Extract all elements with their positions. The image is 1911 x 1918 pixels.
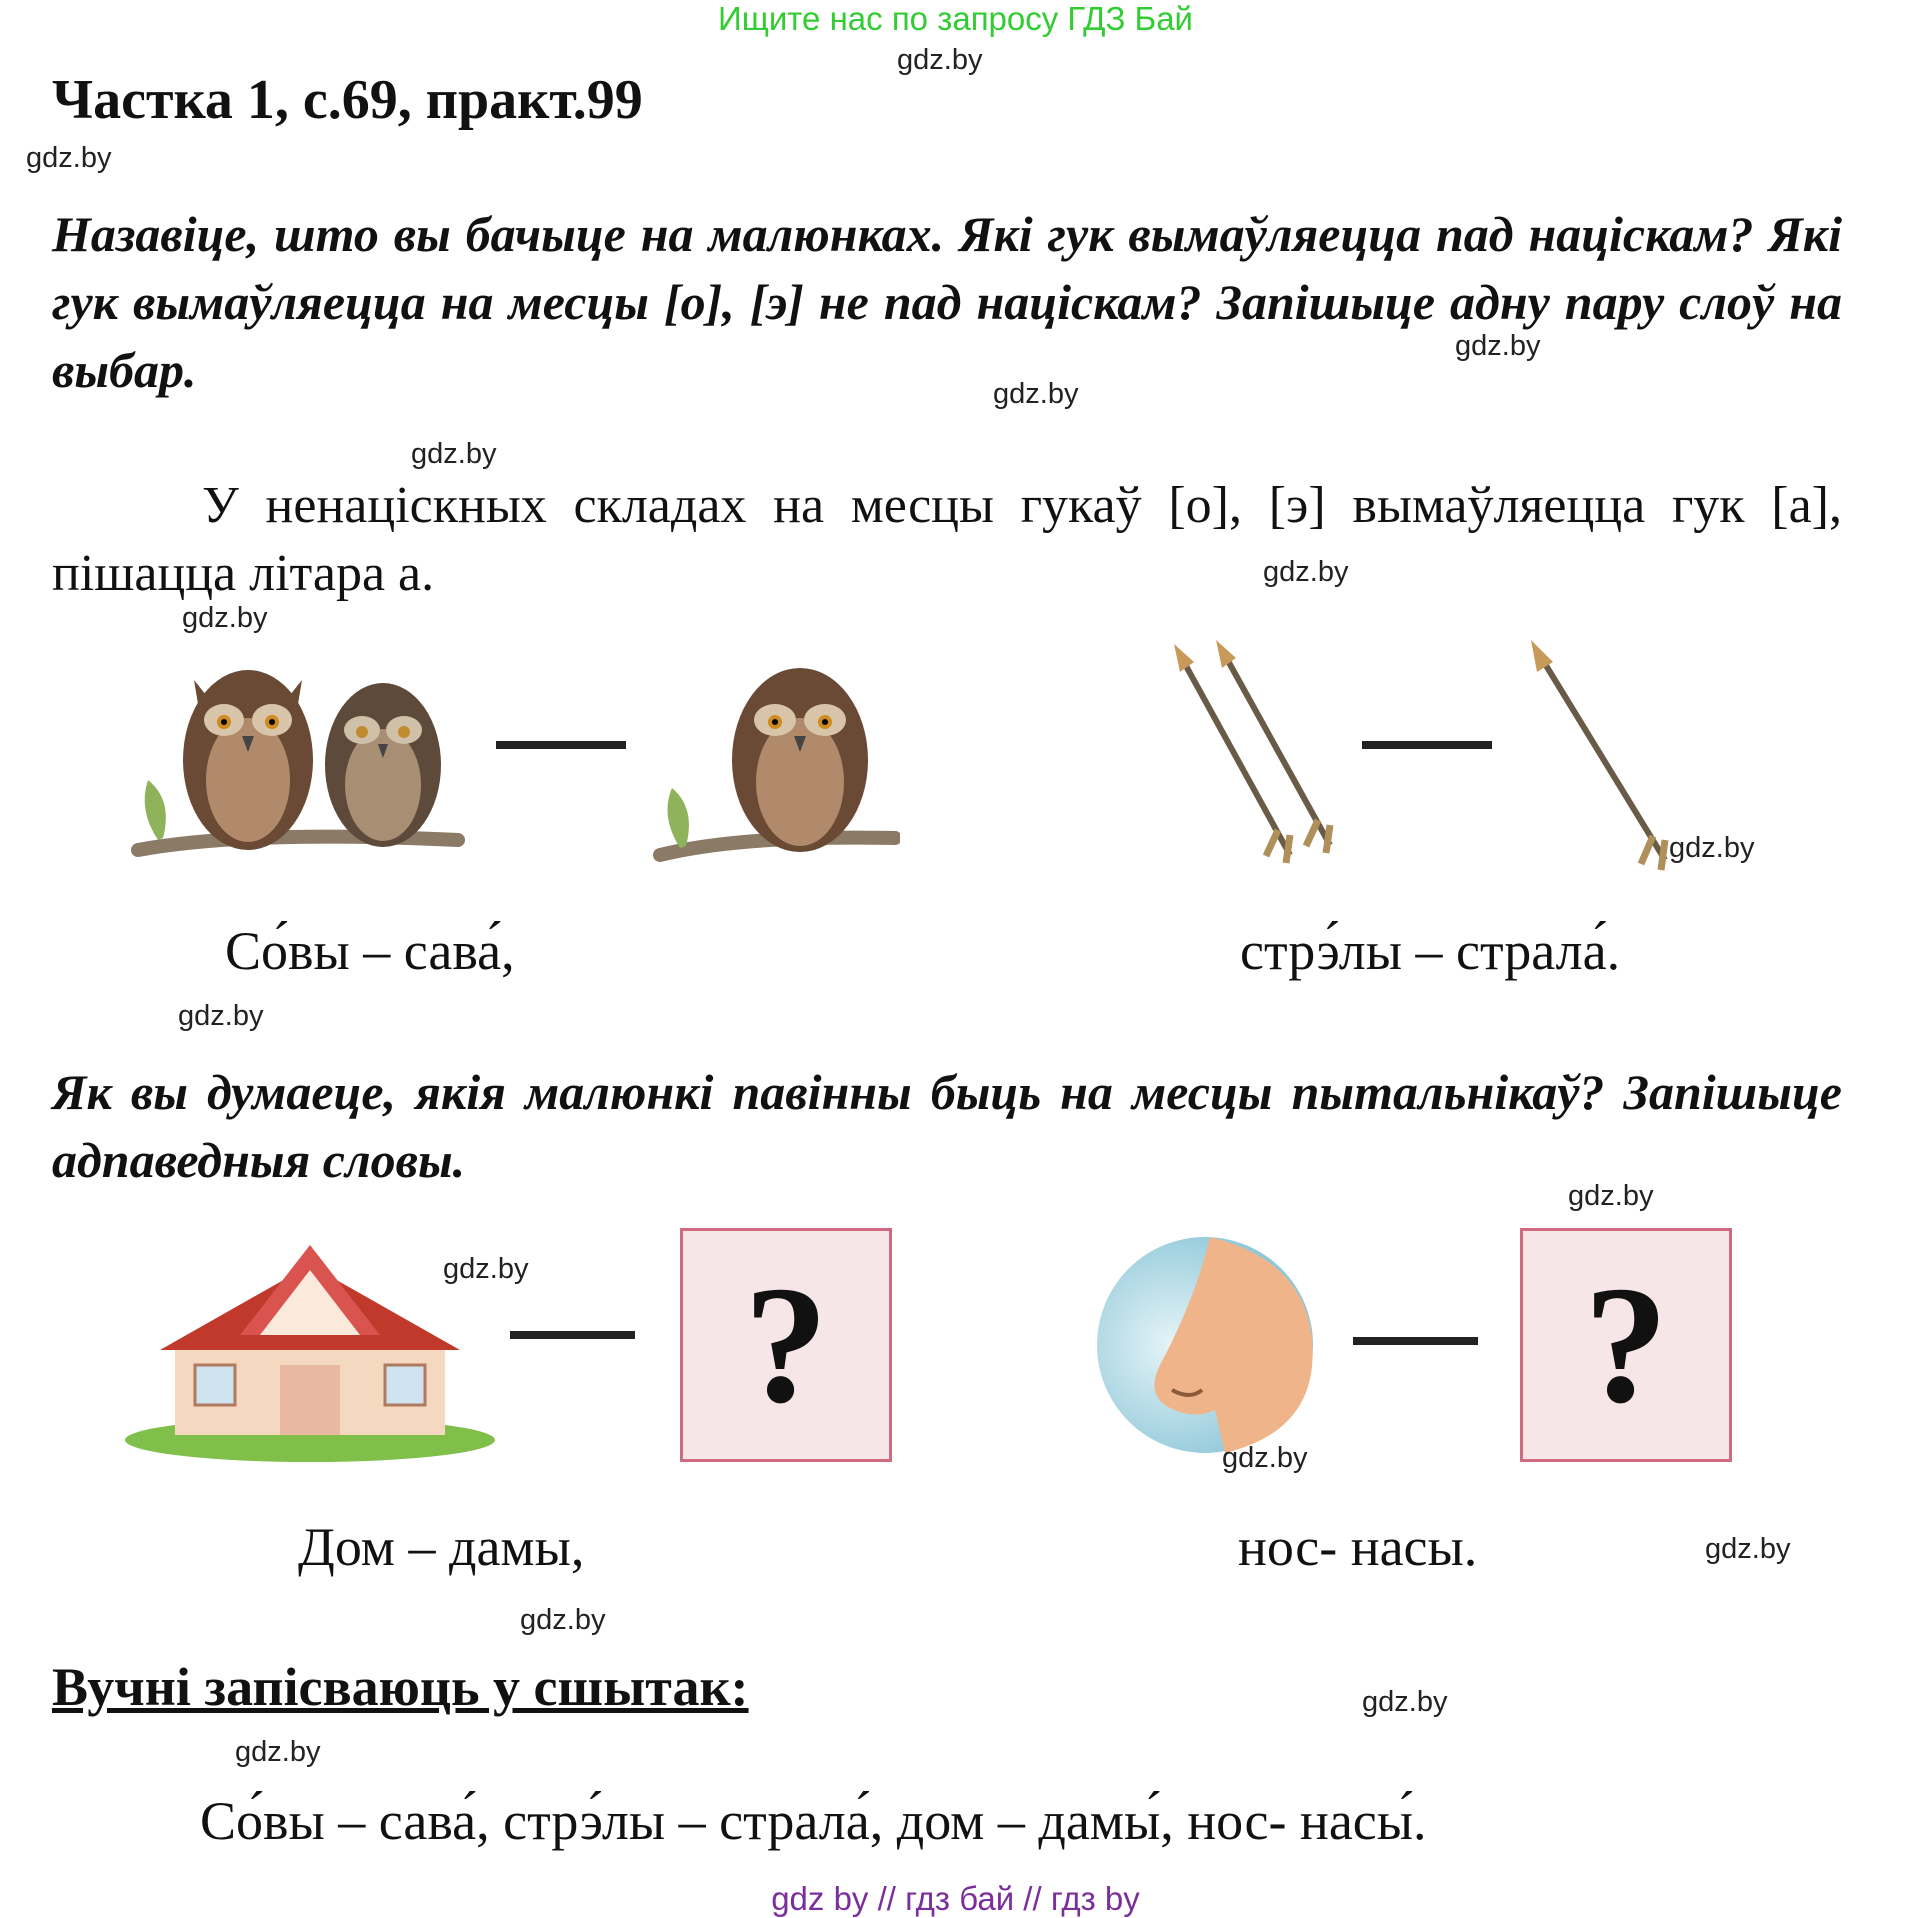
watermark: gdz.by (1362, 1686, 1448, 1718)
answer-line: Со́вы – сава́, стрэ́лы – страла́, дом – дамы́, нос- насы́. (200, 1791, 1427, 1851)
watermark: gdz.by (1263, 556, 1349, 588)
two-owls-picture (128, 640, 468, 890)
nose-picture (1090, 1230, 1320, 1460)
two-arrows-picture (1160, 640, 1360, 880)
watermark: gdz.by (897, 44, 983, 76)
notebook-label: Вучні запісваюць у сшытак: (52, 1657, 749, 1717)
question-box-nose: ? (1520, 1228, 1732, 1462)
watermark: gdz.by (443, 1253, 529, 1285)
pair-house: Дом – дамы, (298, 1517, 585, 1577)
footer-links: gdz by // гдз бай // гдз by (771, 1880, 1140, 1917)
one-owl-picture (650, 640, 900, 890)
watermark: gdz.by (1705, 1533, 1791, 1565)
pair-nose: нос- насы. (1238, 1517, 1478, 1577)
rule-explanation: У ненаціскных складах на месцы гукаў [о], [э] вымаўляецца гук [а], пішацца літара а. (52, 477, 1842, 602)
dash-line (1362, 741, 1492, 749)
task-2-instruction: Як вы думаеце, якія малюнкі павінны быць на месцы пытальнікаў? Запішыце адпаведныя словы. (52, 1064, 1842, 1188)
pair-arrows: стрэ́лы – страла́. (1240, 921, 1621, 981)
task-1-instruction: Назавіце, што вы бачыце на малюнках. Які гук вымаўляецца пад націскам? Які гук вымаўляецца на месцы [о], [э] не пад націскам? Запішыце адну пару слоў на выбар. (52, 206, 1842, 398)
dash-line (1353, 1337, 1478, 1345)
watermark: gdz.by (520, 1604, 606, 1636)
dash-line (496, 741, 626, 749)
watermark: gdz.by (26, 142, 112, 174)
dash-line (510, 1331, 635, 1339)
question-box-house: ? (680, 1228, 892, 1462)
watermark: gdz.by (235, 1736, 321, 1768)
watermark: gdz.by (1222, 1442, 1308, 1474)
watermark: gdz.by (1669, 832, 1755, 864)
watermark: gdz.by (411, 438, 497, 470)
watermark: gdz.by (182, 602, 268, 634)
watermark: gdz.by (993, 378, 1079, 410)
watermark: gdz.by (178, 1000, 264, 1032)
top-note: Ищите нас по запросу ГДЗ Бай (718, 0, 1193, 37)
watermark: gdz.by (1568, 1180, 1654, 1212)
pair-owls: Со́вы – сава́, (225, 921, 515, 981)
page-heading: Частка 1, с.69, практ.99 (52, 69, 643, 131)
watermark: gdz.by (1455, 330, 1541, 362)
